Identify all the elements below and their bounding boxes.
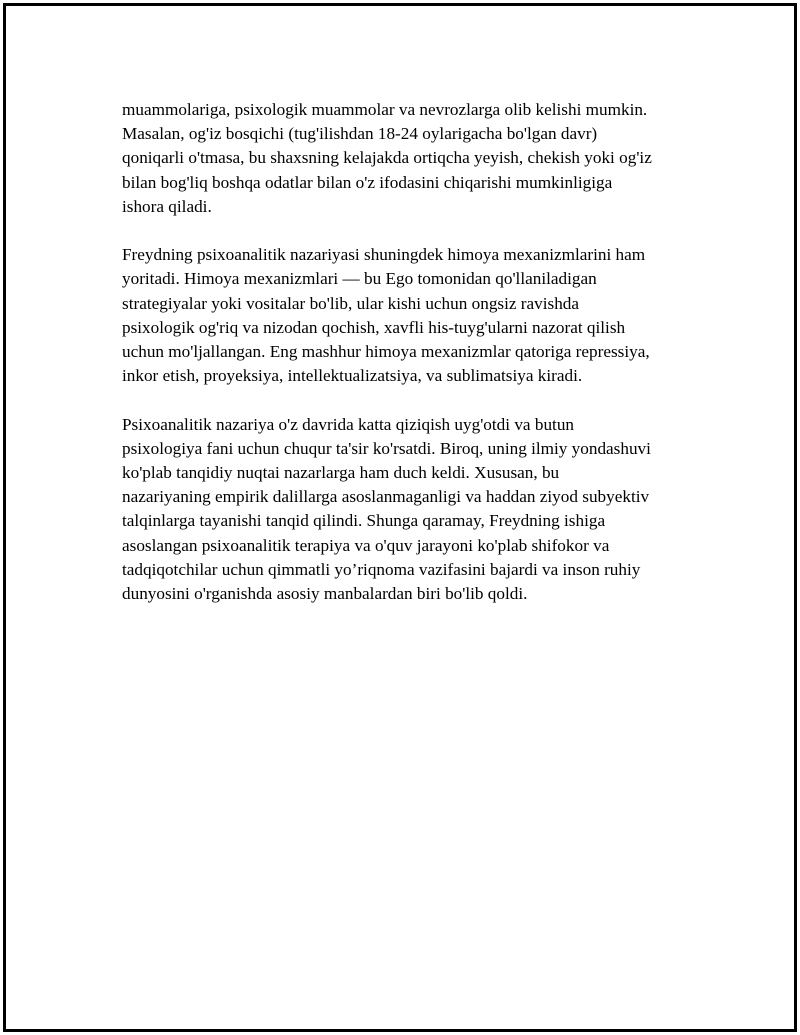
document-page: [3, 3, 797, 1032]
paragraph-1: muammolariga, psixologik muammolar va nevrozlarga olib kelishi mumkin. Masalan, og'iz bosqichi (tug'ilishdan 18-24 oylarigacha bo'lgan davr) qoniqarli o'tmasa, bu shaxsning kelajakda ortiqcha yeyish, chekish yoki og'iz bilan bog'liq boshqa odatlar bilan o'z ifodasini chiqarishi mumkinligiga ishora qiladi.: [122, 100, 652, 216]
paragraph-3: Psixoanalitik nazariya o'z davrida katta qiziqish uyg'otdi va butun psixologiya fani uchun chuqur ta'sir ko'rsatdi. Biroq, uning ilmiy yondashuvi ko'plab tanqidiy nuqtai nazarlarga ham duch keldi. Xususan, bu nazariyaning empirik dalillarga asoslanmaganligi va haddan ziyod subyektiv talqinlarga tayanishi tanqid qilindi. Shunga qaramay, Freydning ishiga asoslangan psixoanalitik terapiya va o'quv jarayoni ko'plab shifokor va tadqiqotchilar uchun qimmatli yo’riqnoma vazifasini bajardi va inson ruhiy dunyosini o'rganishda asosiy manbalardan biri bo'lib qoldi.: [122, 414, 651, 604]
document-body: [122, 98, 702, 630]
paragraph-2: Freydning psixoanalitik nazariyasi shuningdek himoya mexanizmlarini ham yoritadi. Himoya mexanizmlari — bu Ego tomonidan qo'llaniladigan strategiyalar yoki vositalar bo'lib, ular kishi uchun ongsiz ravishda psixologik og'riq va nizodan qochish, xavfli his-tuyg'ularni nazorat qilish uchun mo'ljallangan. Eng mashhur himoya mexanizmlar qatoriga repressiya, inkor etish, proyeksiya, intellektualizatsiya, va sublimatsiya kiradi.: [122, 245, 650, 386]
